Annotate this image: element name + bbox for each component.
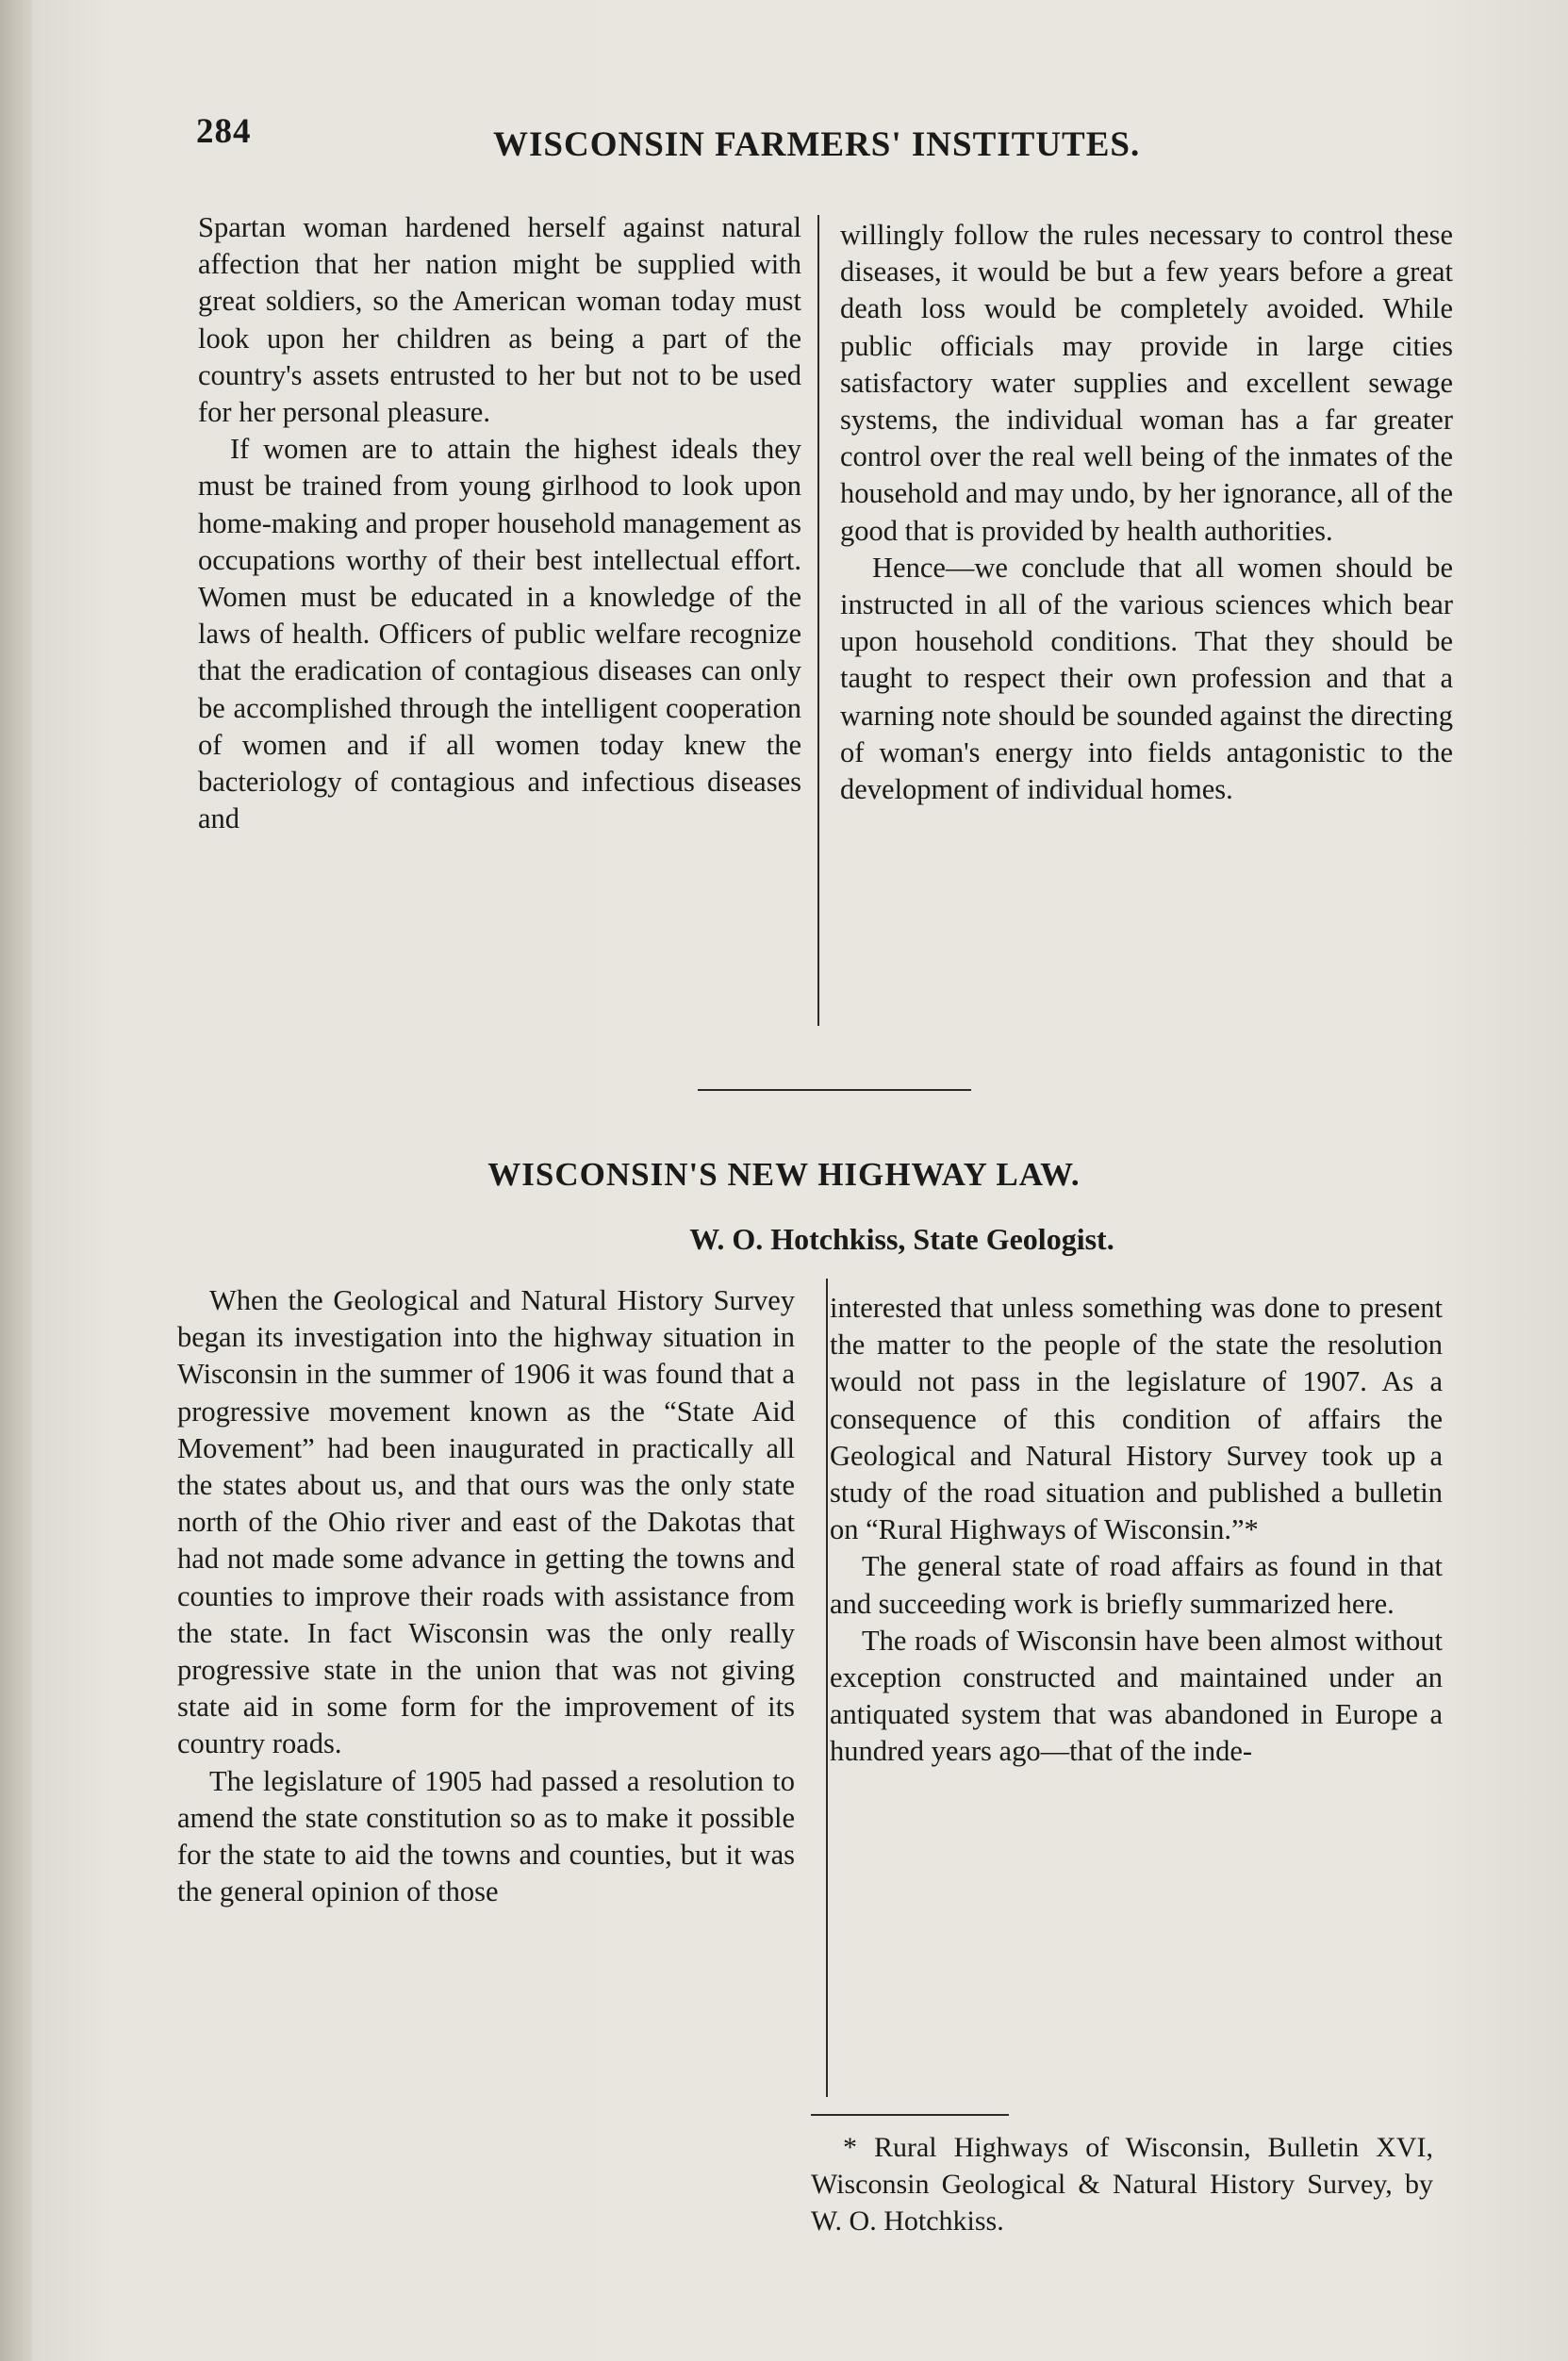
bottom-right-column (830, 1290, 1443, 1771)
article-byline: W. O. Hotchkiss, State Geologist. (689, 1222, 1114, 1256)
footnote (811, 2129, 1433, 2239)
paragraph: The roads of Wisconsin have been almost without exception constructed and maintained under an antiquated system that was abandoned in Europe a hundred years ago—that of the inde- (830, 1624, 1443, 1768)
paragraph: The legislature of 1905 had passed a resolution to amend the state constitution so as to make it possible for the state to aid the towns and counties, but it was the general opinion of those (177, 1764, 795, 1908)
running-header (196, 111, 1177, 168)
paragraph: The general state of road affairs as found in that and succeeding work is briefly summarized here. (830, 1550, 1443, 1620)
paragraph: willingly follow the rules necessary to control these diseases, it would be but a few years before a great death loss would be completely avoided. While public officials may provide in large cities satisfactory water supplies and excellent sewage systems, the individual woman has a far greater control over the real well being of the inmates of the household and may undo, by her ignorance, all of the good that is provided by health authorities. (840, 219, 1453, 547)
bottom-left-column (177, 1282, 795, 1910)
article-title: WISCONSIN'S NEW HIGHWAY LAW. (487, 1156, 1081, 1193)
footnote-rule (811, 2114, 1009, 2116)
paragraph: When the Geological and Natural History Survey began its investigation into the highway situation in Wisconsin in the summer of 1906 it was found that a progressive movement known as the “State Aid Movement” had been inaugurated in practically all the states about us, and that ours was the only state north of the Ohio river and east of the Dakotas that had not made some advance in getting the towns and counties to improve their roads with assistance from the state. In fact Wisconsin was the only really progressive state in the union that was not giving state aid in some form for the improvement of its country roads. (177, 1284, 795, 1760)
page-number: 284 (196, 112, 252, 151)
paragraph: If women are to attain the highest ideals they must be trained from young girlhood to look upon home-making and proper household management as occupations worthy of their best intellectual effort. Women must be educated in a knowledge of the laws of health. Officers of public welfare recognize that the eradication of contagious diseases can only be accomplished through the intelligent cooperation of women and if all women today knew the bacteriology of contagious and infectious diseases and (198, 433, 801, 835)
paragraph: interested that unless something was done to present the matter to the people of the state the resolution would not pass in the legislature of 1907. As a consequence of this condition of affairs the Geological and Natural History Survey took up a study of the road situation and published a bulletin on “Rural Highways of Wisconsin.”* (830, 1292, 1443, 1546)
footnote-text: * Rural Highways of Wisconsin, Bulletin XVI, Wisconsin Geological & Natural History Survey, by W. O. Hotchkiss. (811, 2132, 1433, 2237)
paragraph: Hence—we conclude that all women should be instructed in all of the various sciences which bear upon household conditions. That they should be taught to respect their own profession and that a warning note should be sounded against the directing of woman's energy into fields antagonistic to the development of individual homes. (840, 551, 1453, 806)
top-left-column (198, 209, 801, 837)
top-right-column (840, 217, 1453, 808)
running-title: WISCONSIN FARMERS' INSTITUTES. (493, 125, 1141, 164)
column-divider (817, 215, 819, 1026)
paragraph: Spartan woman hardened herself against natural affection that her nation might be supplied with great soldiers, so the American woman today must look upon her children as being a part of the country's assets entrusted to her but not to be used for her personal pleasure. (198, 211, 801, 429)
column-divider (826, 1279, 828, 2097)
section-divider (698, 1089, 971, 1091)
